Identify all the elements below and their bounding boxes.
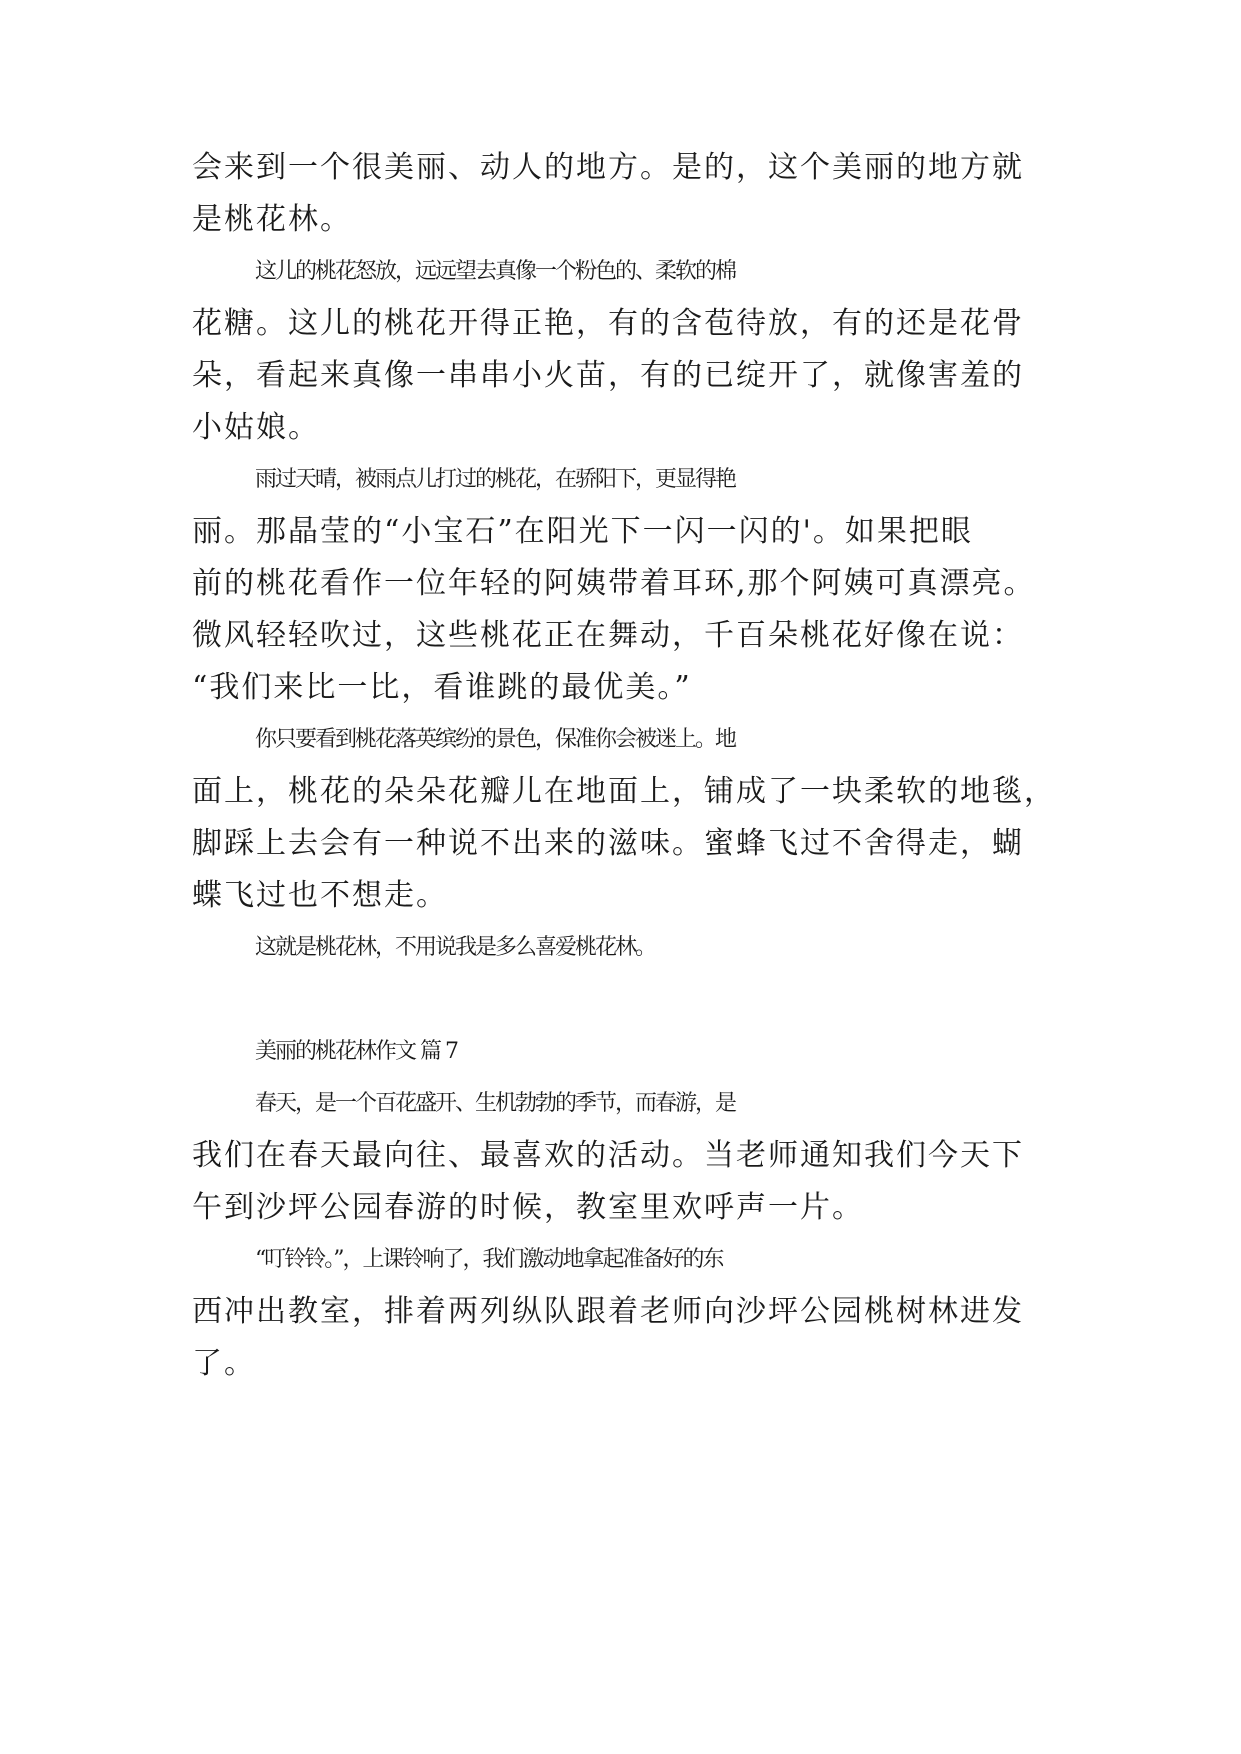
text-line: 脚踩上去会有一种说不出来的滋味。蜜蜂飞过不舍得走，蝴	[192, 826, 1024, 861]
text-line: 蝶飞过也不想走。	[192, 878, 448, 913]
text-line: 面上，桃花的朵朵花瓣儿在地面上，铺成了一块柔软的地毯，	[192, 774, 1056, 809]
paragraph-start: 这儿的桃花怒放，远远望去真像一个粉色的、柔软的棉	[255, 259, 736, 284]
text-line: 朵，看起来真像一串串小火苗，有的已绽开了，就像害羞的	[192, 358, 1024, 393]
text-line: 我们在春天最向往、最喜欢的活动。当老师通知我们今天下	[192, 1138, 1024, 1173]
text-line: 丽。那晶莹的“小宝石”在阳光下一闪一闪的'。如果把眼	[192, 514, 973, 549]
text-line: 花糖。这儿的桃花开得正艳，有的含苞待放，有的还是花骨	[192, 306, 1024, 341]
paragraph-start: 你只要看到桃花落英缤纷的景色，保准你会被迷上。地	[255, 727, 736, 752]
text-line: 了。	[192, 1346, 256, 1381]
paragraph-start: 春天，是一个百花盛开、生机勃勃的季节，而春游，是	[255, 1091, 736, 1116]
section-heading: 美丽的桃花林作文 篇 7	[255, 1039, 457, 1064]
text-line: “我们来比一比，看谁跳的最优美。”	[192, 670, 692, 705]
text-line: 小姑娘。	[192, 410, 320, 445]
text-line: 微风轻轻吹过，这些桃花正在舞动，千百朵桃花好像在说：	[192, 618, 1024, 653]
paragraph-start: “叮铃铃。”，上课铃响了，我们激动地拿起准备好的东	[255, 1247, 723, 1272]
paragraph-start: 这就是桃花林，不用说我是多么喜爱桃花林。	[255, 935, 656, 960]
text-line: 午到沙坪公园春游的时候，教室里欢呼声一片。	[192, 1190, 864, 1225]
text-line: 前的桃花看作一位年轻的阿姨带着耳环,那个阿姨可真漂亮。	[192, 566, 1036, 601]
text-line: 会来到一个很美丽、动人的地方。是的，这个美丽的地方就	[192, 150, 1024, 185]
text-line: 是桃花林。	[192, 202, 352, 237]
text-line: 西冲出教室，排着两列纵队跟着老师向沙坪公园桃树林进发	[192, 1294, 1024, 1329]
paragraph-start: 雨过天晴，被雨点儿打过的桃花，在骄阳下，更显得艳	[255, 467, 736, 492]
